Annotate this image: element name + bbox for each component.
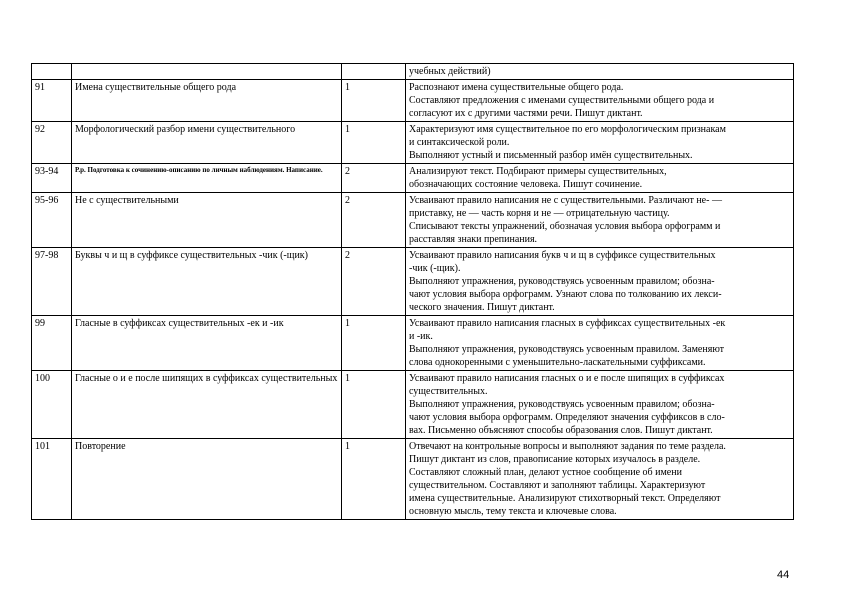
lesson-plan-table [31, 63, 794, 520]
lesson-number-cell: 100 [32, 371, 72, 439]
lesson-hours-cell: 1 [342, 439, 406, 520]
lesson-hours-cell: 2 [342, 193, 406, 248]
activity-line: Выполняют устный и письменный разбор имён существительных. [409, 150, 693, 161]
lesson-activities-cell [406, 64, 794, 80]
lesson-hours-cell: 1 [342, 80, 406, 122]
lesson-topic-cell: Буквы ч и щ в суффиксе существительных -чик (-щик) [72, 248, 342, 316]
activity-line: Анализируют текст. Подбирают примеры существительных, [409, 166, 667, 177]
activity-line: и -ик. [409, 331, 433, 342]
lesson-number-cell: 93-94 [32, 164, 72, 193]
lesson-number-cell: 95-96 [32, 193, 72, 248]
lesson-activities-cell [406, 248, 794, 316]
activity-line: слова однокоренными с уменьшительно-ласкательными суффиксами. [409, 357, 706, 368]
activity-line: Составляют сложный план, делают устное сообщение об имени [409, 467, 682, 478]
table-row [32, 193, 794, 248]
lesson-activities-cell [406, 80, 794, 122]
lesson-topic-cell: Не с существительными [72, 193, 342, 248]
lesson-topic-cell: Гласные в суффиксах существительных -ек и -ик [72, 316, 342, 371]
activity-line: Списывают тексты упражнений, обозначая условия выбора орфограмм и [409, 221, 721, 232]
lesson-number-cell: 91 [32, 80, 72, 122]
activity-line: Распознают имена существительные общего рода. [409, 82, 624, 93]
activity-line: существительных. [409, 386, 488, 397]
table-row [32, 80, 794, 122]
activity-line: Выполняют упражнения, руководствуясь усвоенным правилом; обозна- [409, 276, 715, 287]
table-body [32, 64, 794, 520]
activity-line: и синтаксической роли. [409, 137, 510, 148]
table-row [32, 316, 794, 371]
lesson-activities-cell [406, 122, 794, 164]
lesson-topic-cell [72, 64, 342, 80]
lesson-number-cell: 101 [32, 439, 72, 520]
lesson-activities-cell [406, 164, 794, 193]
lesson-number-cell [32, 64, 72, 80]
lesson-topic-cell: Р.р. Подготовка к сочинению-описанию по личным наблюдениям. Написание. [72, 164, 342, 193]
table-row [32, 439, 794, 520]
activity-line: Усваивают правило написания не с существительными. Различают не- — [409, 195, 722, 206]
activity-line: чают условия выбора орфограмм. Определяют значения суффиксов в сло- [409, 412, 725, 423]
activity-line: Отвечают на контрольные вопросы и выполняют задания по теме раздела. [409, 441, 726, 452]
lesson-topic-cell: Повторение [72, 439, 342, 520]
activity-line: основную мысль, тему текста и ключевые слова. [409, 506, 617, 517]
activity-line: -чик (-щик). [409, 263, 461, 274]
activity-line: приставку, не — часть корня и не — отрицательную частицу. [409, 208, 670, 219]
lesson-hours-cell: 1 [342, 316, 406, 371]
table-row [32, 64, 794, 80]
lesson-hours-cell: 1 [342, 371, 406, 439]
activity-line: существительном. Составляют и заполняют таблицы. Характеризуют [409, 480, 706, 491]
table-row [32, 164, 794, 193]
lesson-activities-cell [406, 193, 794, 248]
activity-line: учебных действий) [409, 66, 491, 77]
lesson-hours-cell: 2 [342, 164, 406, 193]
lesson-hours-cell [342, 64, 406, 80]
activity-line: имена существительные. Анализируют стихотворный текст. Определяют [409, 493, 721, 504]
activity-line: Характеризуют имя существительное по его морфологическим признакам [409, 124, 726, 135]
lesson-topic-cell: Морфологический разбор имени существительного [72, 122, 342, 164]
activity-line: Выполняют упражнения, руководствуясь усвоенным правилом; обозна- [409, 399, 715, 410]
lesson-activities-cell [406, 316, 794, 371]
lesson-hours-cell: 1 [342, 122, 406, 164]
activity-line: расставляя знаки препинания. [409, 234, 538, 245]
lesson-hours-cell: 2 [342, 248, 406, 316]
activity-line: Выполняют упражнения, руководствуясь усвоенным правилом. Заменяют [409, 344, 725, 355]
activity-line: Усваивают правило написания букв ч и щ в суффиксе существительных [409, 250, 716, 261]
page-number: 44 [777, 569, 790, 581]
activity-line: Пишут диктант из слов, правописание которых изучалось в разделе. [409, 454, 701, 465]
activity-line: Составляют предложения с именами существительными общего рода и [409, 95, 715, 106]
activity-line: вах. Письменно объясняют способы образования слов. Пишут диктант. [409, 425, 713, 436]
lesson-topic-cell: Гласные о и е после шипящих в суффиксах существительных [72, 371, 342, 439]
activity-line: ческого значения. Пишут диктант. [409, 302, 555, 313]
activity-line: чают условия выбора орфограмм. Узнают слова по толкованию их лекси- [409, 289, 722, 300]
lesson-activities-cell [406, 371, 794, 439]
table-row [32, 248, 794, 316]
activity-line: согласуют их с другими частями речи. Пишут диктант. [409, 108, 643, 119]
lesson-activities-cell [406, 439, 794, 520]
lesson-number-cell: 99 [32, 316, 72, 371]
table-row [32, 122, 794, 164]
lesson-topic-cell: Имена существительные общего рода [72, 80, 342, 122]
activity-line: Усваивают правило написания гласных о и е после шипящих в суффиксах [409, 373, 725, 384]
lesson-number-cell: 92 [32, 122, 72, 164]
activity-line: обозначающих состояние человека. Пишут сочинение. [409, 179, 643, 190]
table-row [32, 371, 794, 439]
activity-line: Усваивают правило написания гласных в суффиксах существительных -ек [409, 318, 726, 329]
lesson-number-cell: 97-98 [32, 248, 72, 316]
